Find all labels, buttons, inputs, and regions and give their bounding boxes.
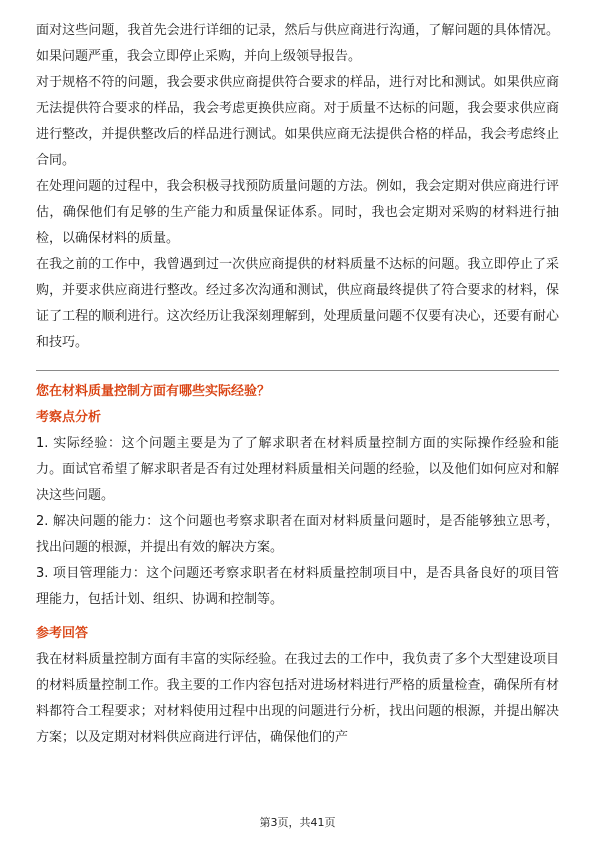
body-paragraph: 面对这些问题，我首先会进行详细的记录，然后与供应商进行沟通，了解问题的具体情况。如果问题严重，我会立即停止采购，并向上级领导报告。 (36, 23, 559, 64)
answer-paragraph: 我在材料质量控制方面有丰富的实际经验。在我过去的工作中，我负责了多个大型建设项目的材料质量控制工作。我主要的工作内容包括对进场材料进行严格的质量检查，确保所有材料都符合工程要求；对材料使用过程中出现的问题进行分析，找出问题的根源，并提出解决方案；以及定期对材料供应商进行评估，确保他们的产 (36, 652, 559, 745)
analysis-item: 3. 项目管理能力：这个问题还考察求职者在材料质量控制项目中，是否具备良好的项目管理能力，包括计划、组织、协调和控制等。 (36, 566, 559, 607)
analysis-item: 1. 实际经验：这个问题主要是为了了解求职者在材料质量控制方面的实际操作经验和能力。面试官希望了解求职者是否有过处理材料质量相关问题的经验，以及他们如何应对和解决这些问题。 (36, 436, 559, 503)
spacer (36, 613, 559, 621)
analysis-heading: 考察点分析 (36, 410, 102, 425)
question-heading: 您在材料质量控制方面有哪些实际经验？ (36, 384, 271, 399)
answer-heading: 参考回答 (36, 626, 89, 641)
body-paragraph: 在我之前的工作中，我曾遇到过一次供应商提供的材料质量不达标的问题。我立即停止了采购，并要求供应商进行整改。经过多次沟通和测试，供应商最终提供了符合要求的材料，保证了工程的顺利进行。这次经历让我深刻理解到，处理质量问题不仅要有决心，还要有耐心和技巧。 (36, 257, 559, 350)
body-paragraph: 在处理问题的过程中，我会积极寻找预防质量问题的方法。例如，我会定期对供应商进行评估，确保他们有足够的生产能力和质量保证体系。同时，我也会定期对采购的材料进行抽检，以确保材料的质量。 (36, 179, 559, 246)
document-page (36, 18, 559, 751)
page-number: 第3页，共41页 (259, 816, 336, 829)
section-divider (36, 370, 559, 371)
analysis-item: 2. 解决问题的能力：这个问题也考察求职者在面对材料质量问题时，是否能够独立思考，找出问题的根源，并提出有效的解决方案。 (36, 514, 559, 555)
body-paragraph: 对于规格不符的问题，我会要求供应商提供符合要求的样品，进行对比和测试。如果供应商无法提供符合要求的样品，我会考虑更换供应商。对于质量不达标的问题，我会要求供应商进行整改，并提供整改后的样品进行测试。如果供应商无法提供合格的样品，我会考虑终止合同。 (36, 75, 559, 168)
